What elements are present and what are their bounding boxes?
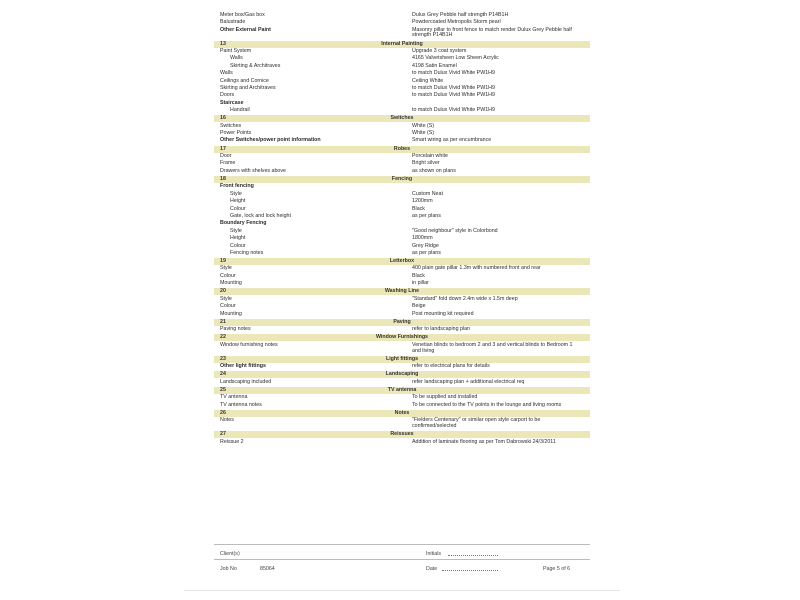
row-label: Style	[220, 295, 232, 302]
row-value: "Fielders Centenary" or similar open style carport to be confirmed/selected	[412, 417, 541, 430]
job-number-label: Job No	[220, 566, 237, 572]
row-value: Masonry pillar to front fence to match render Dulux Grey Pebble half strength P14B1H	[412, 26, 572, 39]
section-title: Landscaping	[385, 371, 419, 378]
row-label: Meter box/Gas box	[220, 11, 265, 18]
row-value: as per plans	[412, 249, 441, 256]
row-value: Ceiling White	[412, 77, 444, 84]
row-label: Skirting & Architraves	[230, 62, 281, 69]
table-row	[214, 221, 590, 228]
row-label: Frame	[220, 160, 236, 167]
table-row	[214, 153, 590, 160]
row-value: refer landscaping plan + additional electrical req	[412, 378, 525, 385]
table-row	[214, 402, 590, 409]
row-value: White (S)	[412, 130, 435, 137]
section-title: Fencing	[391, 175, 413, 182]
section-title: Reissues	[390, 431, 414, 438]
row-value: "Standard" fold down 2.4m wide x 1.5m deep	[412, 295, 518, 302]
row-value: Smart wiring as per encumbrance	[412, 137, 492, 144]
table-row	[214, 184, 590, 191]
row-label: Height	[230, 198, 246, 205]
row-value: To be supplied and installed	[412, 394, 478, 401]
footer-divider-top	[214, 544, 590, 545]
row-label: Walls	[230, 55, 243, 62]
section-number: 25	[220, 386, 226, 393]
table-row	[214, 280, 590, 287]
section-title: Robes	[393, 145, 411, 152]
row-label: Mounting	[220, 310, 242, 317]
row-value: in pillar	[412, 280, 429, 287]
row-value: Grey Ridge	[412, 242, 439, 249]
table-row	[214, 243, 590, 250]
table-row	[214, 296, 590, 303]
section-header	[214, 371, 590, 378]
row-value: To be connected to the TV points in the lounge and living rooms	[412, 401, 562, 408]
table-row	[214, 213, 590, 220]
row-label: Colour	[230, 242, 246, 249]
section-header	[214, 115, 590, 122]
table-row	[214, 198, 590, 205]
row-label: Height	[230, 235, 246, 242]
section-header	[214, 288, 590, 295]
row-value: to match Dulux Vivid White PW1H9	[412, 92, 495, 99]
section-number: 27	[220, 431, 226, 438]
section-header	[214, 334, 590, 341]
section-number: 13	[220, 40, 226, 47]
page-number: Page 5 of 6	[543, 566, 571, 572]
row-value: White (S)	[412, 122, 435, 129]
section-title: Notes	[394, 409, 410, 416]
table-row	[214, 311, 590, 318]
section-title: Letterbox	[389, 258, 415, 265]
table-row	[214, 161, 590, 168]
table-row	[214, 138, 590, 145]
row-label: Balustrade	[220, 19, 246, 26]
section-header	[214, 146, 590, 153]
row-label: Style	[220, 265, 232, 272]
row-value: Bright silver	[412, 160, 440, 167]
table-row	[214, 395, 590, 402]
table-row	[214, 273, 590, 280]
row-value: 400 plain gate pillar 1.3m with numbered front and rear	[412, 265, 541, 272]
section-title: Light fittings	[385, 355, 419, 362]
table-row	[214, 56, 590, 63]
table-row	[214, 12, 590, 19]
row-value: Powdercoated Metropolis Storm pearl	[412, 19, 501, 26]
table-row	[214, 27, 590, 40]
row-value: Venetian blinds to bedroom 2 and 3 and vertical blinds to Bedroom 1 and living	[412, 341, 573, 354]
row-label: Notes	[220, 417, 234, 424]
table-row	[214, 123, 590, 130]
row-value: 1200mm	[412, 198, 433, 205]
row-value	[412, 221, 590, 228]
row-value: "Good neighbour" style in Colorbond	[412, 227, 498, 234]
row-label: TV antenna	[220, 394, 248, 401]
section-number: 24	[220, 371, 226, 378]
table-row	[214, 70, 590, 77]
section-header	[214, 356, 590, 363]
table-row	[214, 93, 590, 100]
initials-line	[448, 551, 498, 556]
row-label: Paint System	[220, 47, 252, 54]
row-label: Ceilings and Cornice	[220, 77, 269, 84]
section-title: Paving	[393, 318, 411, 325]
page-shadow-edge	[184, 590, 620, 591]
table-row	[214, 303, 590, 310]
row-label: Landscaping included	[220, 378, 272, 385]
table-row	[214, 417, 590, 430]
row-label: Mounting	[220, 280, 242, 287]
row-label: Skirting and Architraves	[220, 84, 276, 91]
row-label: Front fencing	[220, 183, 254, 190]
clients-label: Client(s)	[220, 551, 240, 557]
table-row	[214, 439, 590, 446]
table-row	[214, 63, 590, 70]
job-number-value: 85064	[260, 566, 275, 572]
row-label: Colour	[220, 303, 236, 310]
row-value: refer to electrical plans for details	[412, 363, 490, 370]
row-label: Switches	[220, 122, 242, 129]
date-line	[442, 566, 498, 571]
section-header	[214, 319, 590, 326]
row-label: TV antenna notes	[220, 401, 262, 408]
row-value: Beige	[412, 303, 426, 310]
section-number: 21	[220, 318, 226, 325]
section-number: 16	[220, 115, 226, 122]
row-value	[412, 184, 590, 191]
row-label: Fencing notes	[230, 249, 264, 256]
row-label: Handrail	[230, 107, 250, 114]
table-row	[214, 78, 590, 85]
row-label: Gate, lock and lock height	[230, 212, 291, 219]
row-label: Door	[220, 153, 232, 160]
table-row	[214, 342, 590, 355]
initials-label: Initials	[426, 551, 442, 557]
section-title: Internal Painting	[381, 40, 423, 47]
table-row	[214, 191, 590, 198]
table-row	[214, 85, 590, 92]
row-label: Colour	[230, 205, 246, 212]
row-value: Custom Neat	[412, 190, 443, 197]
table-row	[214, 48, 590, 55]
section-number: 20	[220, 288, 226, 295]
row-label: Other light fittings	[220, 363, 266, 370]
row-label: Drawers with shelves above	[220, 167, 286, 174]
row-value: Upgrade 3 coat system	[412, 47, 467, 54]
section-number: 22	[220, 334, 226, 341]
table-row	[214, 326, 590, 333]
row-label: Walls	[220, 70, 233, 77]
row-value: to match Dulux Vivid White PW1H9	[412, 107, 495, 114]
row-value: to match Dulux Vivid White PW1H9	[412, 70, 495, 77]
table-row	[214, 266, 590, 273]
row-label: Colour	[220, 272, 236, 279]
row-label: Boundary Fencing	[220, 220, 267, 227]
row-label: Doors	[220, 92, 235, 99]
row-label: Other Switches/power point information	[220, 137, 321, 144]
document-page	[214, 12, 590, 590]
row-value: refer to landscaping plan	[412, 326, 471, 333]
row-label: Staircase	[220, 99, 244, 106]
section-header	[214, 258, 590, 265]
row-label: Style	[230, 227, 242, 234]
table-row	[214, 379, 590, 386]
table-row	[214, 235, 590, 242]
row-label: Power Points	[220, 130, 252, 137]
row-value: 4165 Valvetsheen Low Sheen Acrylic	[412, 55, 499, 62]
row-label: Reissue 2	[220, 438, 244, 445]
row-value: Dulux Grey Pebble half strength P14B1H	[412, 11, 509, 18]
section-number: 26	[220, 409, 226, 416]
row-label: Paving notes	[220, 326, 251, 333]
section-header	[214, 176, 590, 183]
row-value: 4198 Satin Enamel	[412, 62, 457, 69]
table-row	[214, 100, 590, 107]
table-row	[214, 228, 590, 235]
table-row	[214, 363, 590, 370]
date-label: Date	[426, 566, 438, 572]
row-value: Porcelain white	[412, 153, 448, 160]
row-value: as per plans	[412, 212, 441, 219]
section-number: 23	[220, 355, 226, 362]
spec-table	[214, 12, 590, 446]
row-label: Window furnishing notes	[220, 341, 278, 348]
row-value: 1800mm	[412, 235, 433, 242]
table-row	[214, 107, 590, 114]
row-value: to match Dulux Vivid White PW1H9	[412, 84, 495, 91]
row-value: Black	[412, 205, 425, 212]
section-title: TV antenna	[387, 386, 417, 393]
section-header	[214, 387, 590, 394]
row-value: as shown on plans	[412, 167, 456, 174]
footer-divider-mid	[214, 559, 590, 560]
row-label: Other External Paint	[220, 26, 271, 33]
row-value: Addition of laminate flooring as per Tom Dabrowski 24/3/2011	[412, 438, 556, 445]
row-value: Black	[412, 272, 425, 279]
row-value: Post mounting kit required	[412, 310, 474, 317]
table-row	[214, 250, 590, 257]
section-title: Washing Line	[384, 288, 420, 295]
section-number: 18	[220, 175, 226, 182]
row-label: Style	[230, 190, 242, 197]
table-row	[214, 19, 590, 26]
section-header	[214, 431, 590, 438]
section-title: Window Furnishings	[375, 334, 429, 341]
section-title: Switches	[390, 115, 414, 122]
section-header	[214, 410, 590, 417]
section-number: 19	[220, 258, 226, 265]
table-row	[214, 168, 590, 175]
section-header	[214, 41, 590, 48]
section-number: 17	[220, 145, 226, 152]
